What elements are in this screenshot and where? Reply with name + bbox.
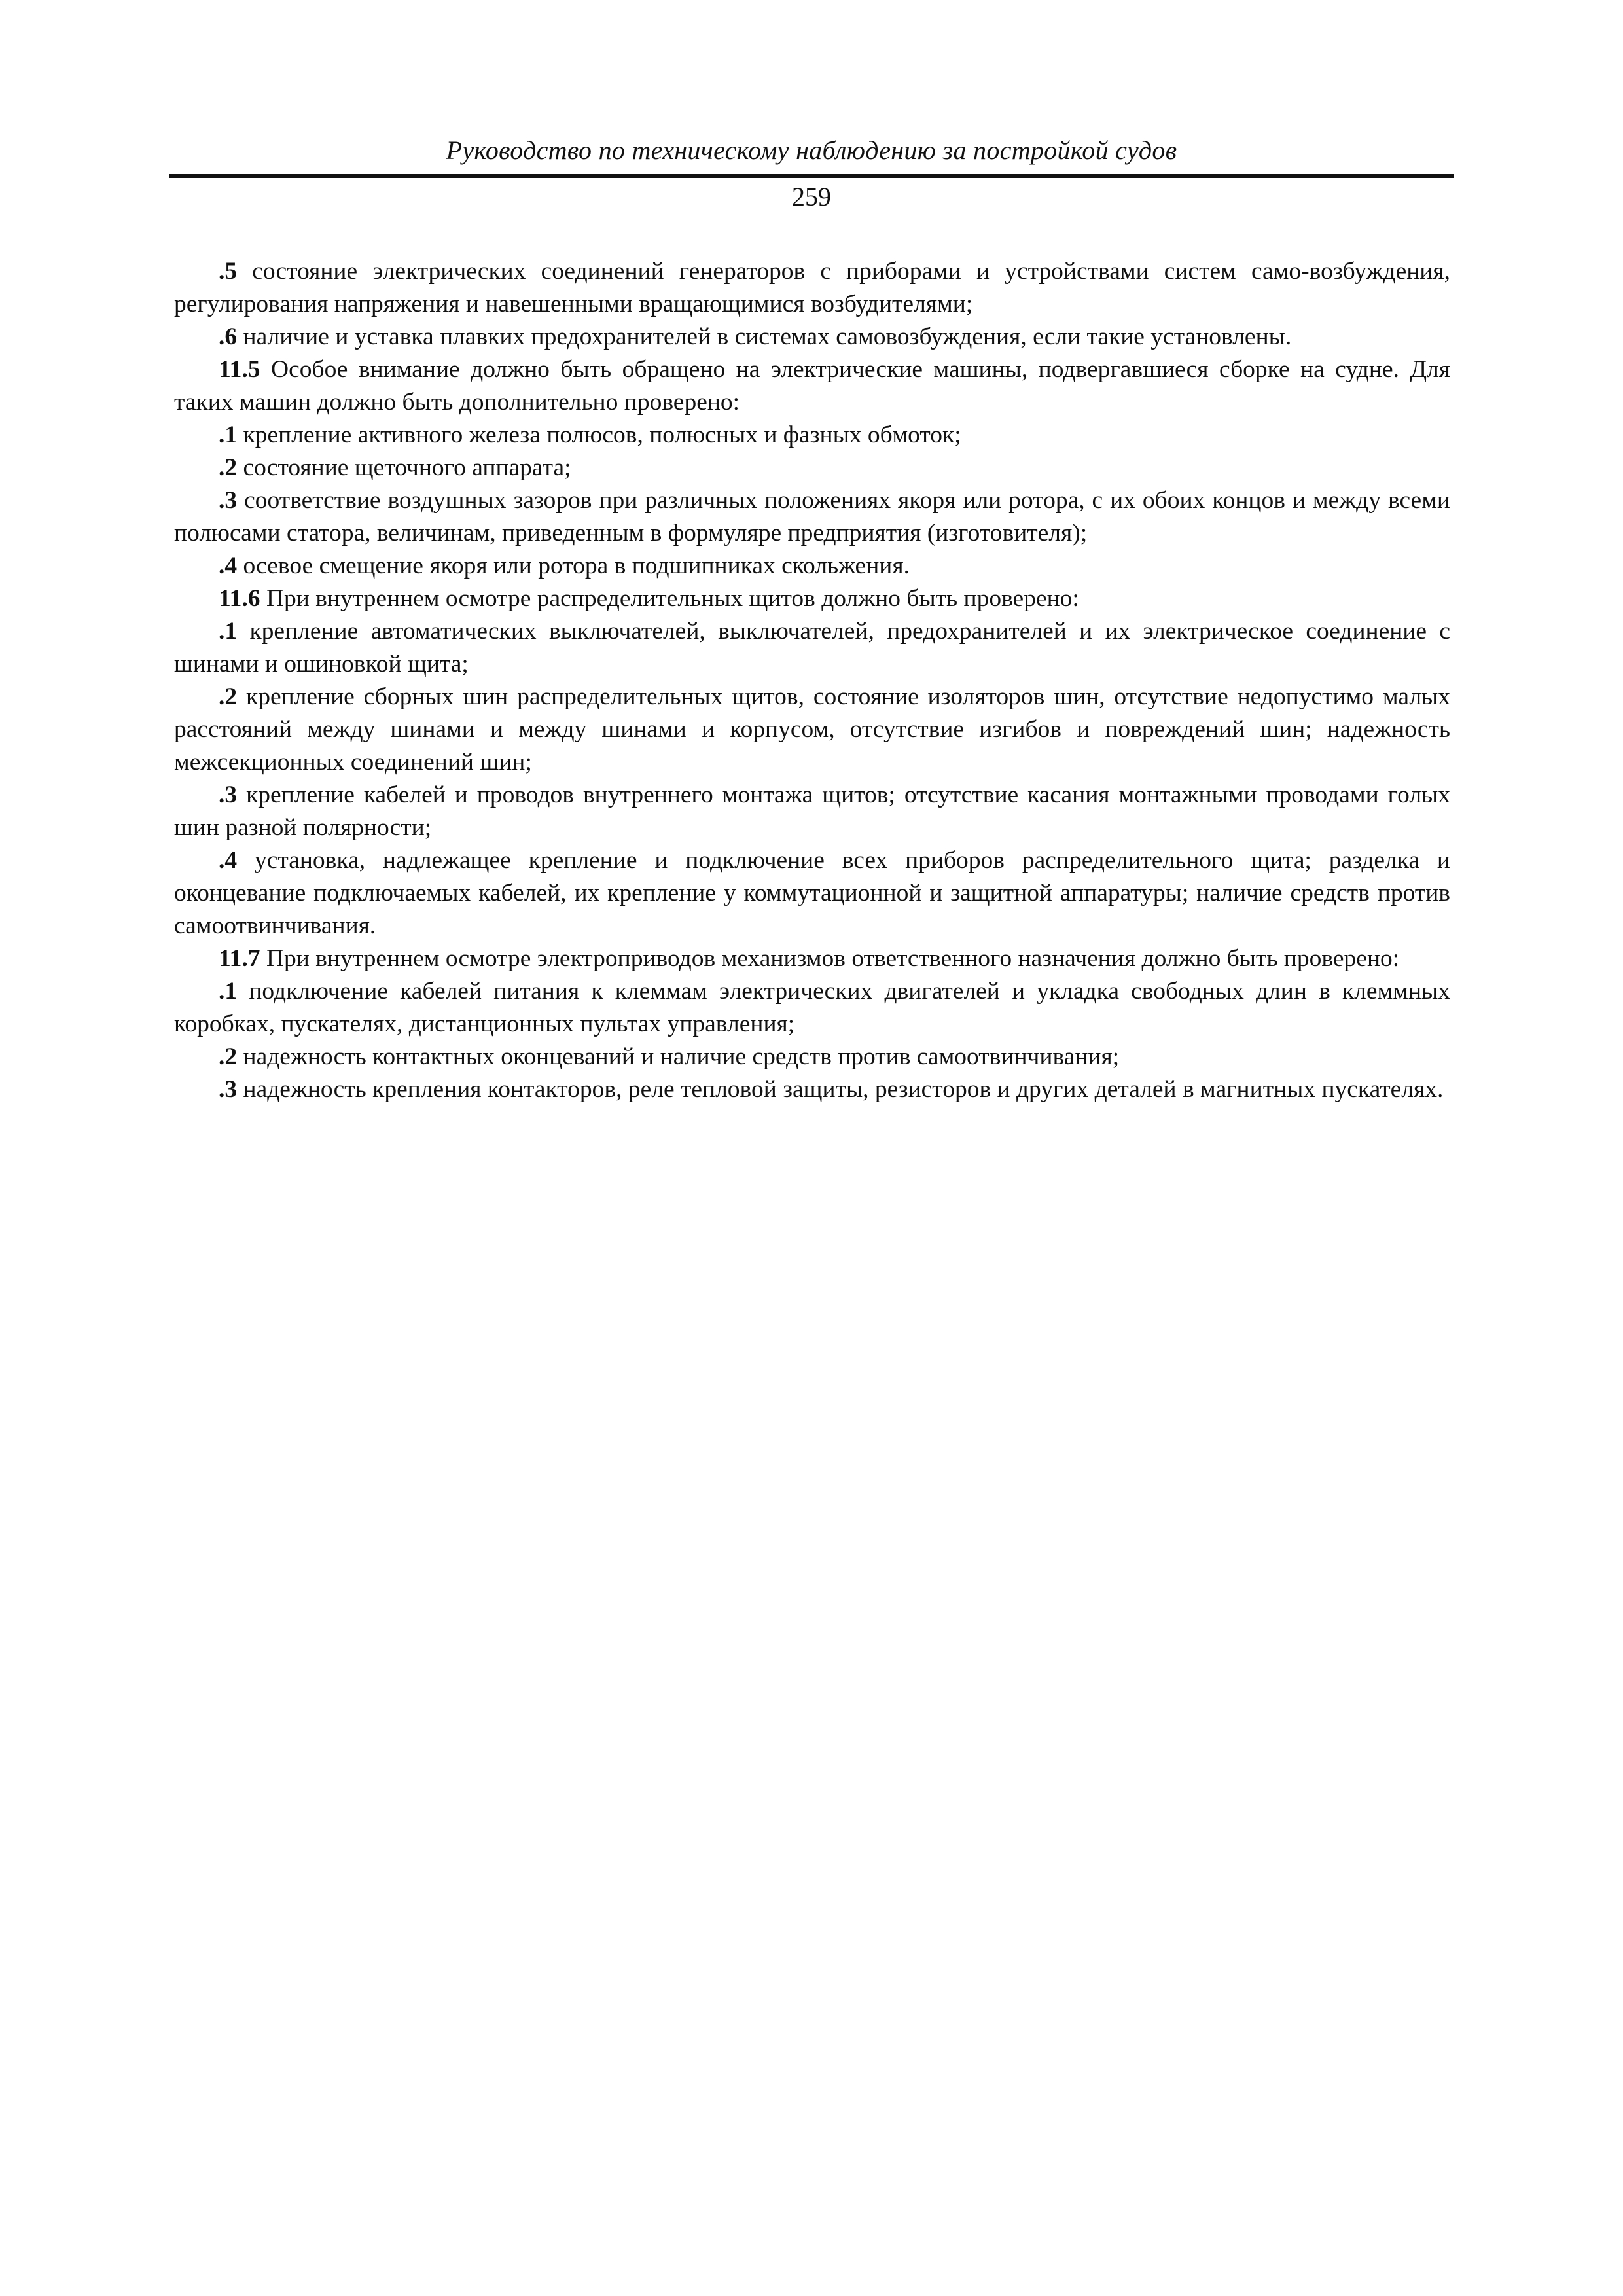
paragraph-number: .4 bbox=[219, 552, 238, 579]
paragraph-text: При внутреннем осмотре распределительных щитов должно быть проверено: bbox=[260, 585, 1079, 612]
paragraph bbox=[174, 452, 1450, 484]
paragraph-number: .1 bbox=[219, 978, 238, 1005]
paragraph bbox=[174, 550, 1450, 583]
paragraph-text: подключение кабелей питания к клеммам электрических двигателей и укладка свободных длин в клеммных коробках, пускателях, дистанционных пультах управления; bbox=[174, 978, 1450, 1037]
paragraph-number: .2 bbox=[219, 454, 238, 481]
paragraph-text: осевое смещение якоря или ротора в подшипниках скольжения. bbox=[237, 552, 910, 579]
paragraph-number: .3 bbox=[219, 1076, 238, 1103]
paragraph-text: состояние электрических соединений генераторов с приборами и устройствами систем само-возбуждения, регулирования напряжения и навешенными вращающимися возбудителями; bbox=[174, 258, 1450, 317]
paragraph bbox=[174, 353, 1450, 419]
paragraph-text: состояние щеточного аппарата; bbox=[237, 454, 571, 481]
paragraph-number: 11.6 bbox=[219, 585, 260, 612]
paragraph-text: наличие и уставка плавких предохранителей в системах самовозбуждения, если такие установлены. bbox=[237, 323, 1292, 350]
paragraph-text: надежность крепления контакторов, реле тепловой защиты, резисторов и других деталей в магнитных пускателях. bbox=[237, 1076, 1444, 1103]
paragraph-text: установка, надлежащее крепление и подключение всех приборов распределительного щита; разделка и оконцевание подключаемых кабелей, их крепление у коммутационной и защитной аппаратуры; наличие средств против самоотвинчивания. bbox=[174, 847, 1450, 939]
document-body bbox=[174, 255, 1450, 1106]
paragraph-number: .3 bbox=[219, 781, 238, 808]
paragraph bbox=[174, 779, 1450, 844]
paragraph-text: крепление автоматических выключателей, выключателей, предохранителей и их электрическое соединение с шинами и ошиновкой щита; bbox=[174, 618, 1450, 677]
paragraph-number: .1 bbox=[219, 422, 238, 448]
paragraph-number: 11.5 bbox=[219, 356, 260, 383]
paragraph-text: соответствие воздушных зазоров при различных положениях якоря или ротора, с их обоих концов и между всеми полюсами статора, величинам, приведенным в формуляре предприятия (изготовителя); bbox=[174, 487, 1450, 547]
paragraph-text: При внутреннем осмотре электроприводов механизмов ответственного назначения должно быть проверено: bbox=[260, 945, 1400, 972]
paragraph bbox=[174, 484, 1450, 550]
paragraph bbox=[174, 419, 1450, 452]
paragraph bbox=[174, 615, 1450, 681]
paragraph-number: .2 bbox=[219, 683, 238, 710]
paragraph bbox=[174, 681, 1450, 779]
paragraph bbox=[174, 942, 1450, 975]
paragraph bbox=[174, 321, 1450, 353]
paragraph-text: крепление активного железа полюсов, полюсных и фазных обмоток; bbox=[237, 422, 961, 448]
paragraph bbox=[174, 255, 1450, 321]
paragraph-text: крепление сборных шин распределительных щитов, состояние изоляторов шин, отсутствие недопустимо малых расстояний между шинами и между шинами и корпусом, отсутствие изгибов и повреждений шин; надежность межсекционных соединений шин; bbox=[174, 683, 1450, 776]
paragraph-number: .1 bbox=[219, 618, 238, 645]
paragraph bbox=[174, 1041, 1450, 1073]
paragraph bbox=[174, 583, 1450, 615]
paragraph bbox=[174, 975, 1450, 1041]
header-rule bbox=[169, 174, 1454, 178]
paragraph-number: .4 bbox=[219, 847, 238, 874]
running-header-title: Руководство по техническому наблюдению за постройкой судов bbox=[446, 135, 1177, 165]
paragraph-number: .5 bbox=[219, 258, 238, 285]
paragraph-number: 11.7 bbox=[219, 945, 260, 972]
paragraph-number: .6 bbox=[219, 323, 238, 350]
paragraph-text: крепление кабелей и проводов внутреннего монтажа щитов; отсутствие касания монтажными проводами голых шин разной полярности; bbox=[174, 781, 1450, 841]
page-number: 259 bbox=[792, 182, 831, 211]
paragraph bbox=[174, 844, 1450, 942]
paragraph-text: надежность контактных оконцеваний и наличие средств против самоотвинчивания; bbox=[237, 1043, 1120, 1070]
paragraph bbox=[174, 1073, 1450, 1106]
paragraph-number: .2 bbox=[219, 1043, 238, 1070]
paragraph-text: Особое внимание должно быть обращено на электрические машины, подвергавшиеся сборке на судне. Для таких машин должно быть дополнительно проверено: bbox=[174, 356, 1450, 416]
paragraph-number: .3 bbox=[219, 487, 238, 514]
